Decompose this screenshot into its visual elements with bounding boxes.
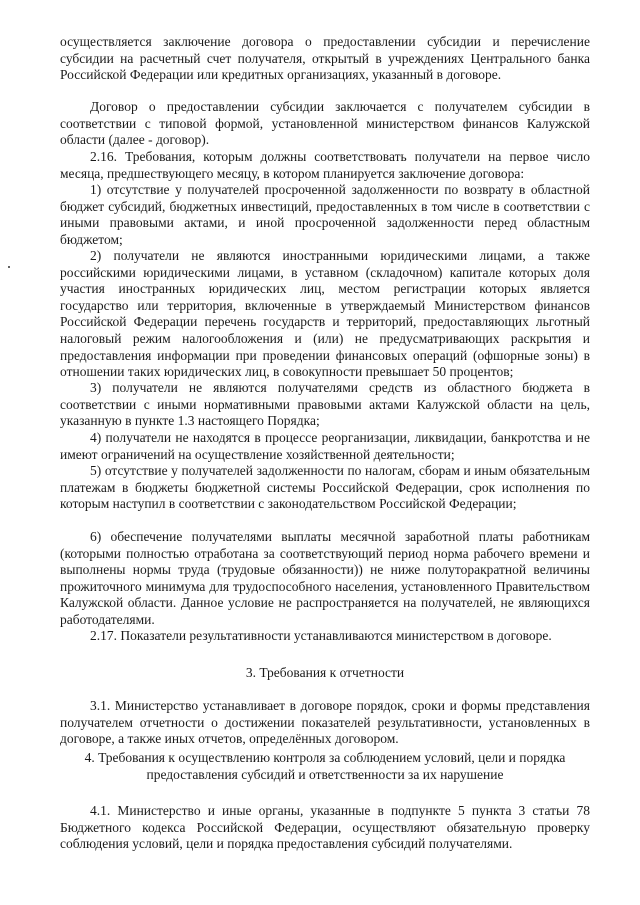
- scan-speck: [8, 266, 10, 268]
- section-3-title: 3. Требования к отчетности: [245, 665, 405, 680]
- list-item-1: 1) отсутствие у получателей просроченной задолженности по возврату в областной бюджет субсидий, бюджетных инвестиций, предоставленных в том числе в соответствии с иными правовыми актами, и иной просроченной задолженности перед областным бюджетом;: [60, 182, 590, 247]
- paragraph-4-1: 4.1. Министерство и иные органы, указанные в подпункте 5 пункта 3 статьи 78 Бюджетного кодекса Российской Федерации, осуществляют обязательную проверку соблюдения условий, цели и порядка предоставления субсидий получателями.: [60, 803, 590, 852]
- paragraph-2-17: 2.17. Показатели результативности устанавливаются министерством в договоре.: [90, 628, 552, 643]
- paragraph-3-1: 3.1. Министерство устанавливает в договоре порядок, сроки и формы представления получателем отчетности о достижении показателей результативности, установленных в договоре, а также иных отчетов, определённых договором.: [60, 698, 590, 747]
- list-item-5: 5) отсутствие у получателей задолженности по налогам, сборам и иным обязательным платежам в бюджеты бюджетной системы Российской Федерации, срок исполнения по которым наступил в соответствии с законодательством Российской Федерации;: [60, 463, 590, 512]
- paragraph-2-16: 2.16. Требования, которым должны соответствовать получатели на первое число месяца, предшествующего месяцу, в котором планируется заключение договора:: [60, 149, 590, 181]
- paragraph-contract: Договор о предоставлении субсидии заключается с получателем субсидии в соответствии с типовой формой, установленной министерством финансов Калужской области (далее - договор).: [60, 99, 590, 148]
- list-item-4: 4) получатели не находятся в процессе реорганизации, ликвидации, банкротства и не имеют ограничений на осуществление хозяйственной деятельности;: [60, 430, 590, 462]
- paragraph-intro: осуществляется заключение договора о предоставлении субсидии и перечисление субсидии на расчетный счет получателя, открытый в учреждениях Центрального банка Российской Федерации или кредитных организациях, указанный в договоре.: [60, 34, 590, 83]
- list-item-6: 6) обеспечение получателями выплаты месячной заработной платы работникам (которыми полностью отработана за соответствующий период норма рабочего времени и выполнены нормы труда (трудовые обязанности)) не ниже полуторакратной величины прожиточного минимума для трудоспособного населения, установленного Правительством Калужской области. Данное условие не распространяется на получателей, не являющихся работодателями.: [60, 529, 590, 627]
- section-4-title: 4. Требования к осуществлению контроля за соблюдением условий, цели и порядка предоставления субсидий и ответственности за их нарушение: [84, 750, 566, 782]
- list-item-2: 2) получатели не являются иностранными юридическими лицами, а также российскими юридическими лицами, в уставном (складочном) капитале которых доля участия иностранных юридических лиц, местом регистрации которых является государство или территория, включенные в утверждаемый Министерством финансов Российской Федерации перечень государств и территорий, предоставляющих льготный налоговый режим налогообложения и (или) не предусматривающих раскрытия и предоставления информации при проведении финансовых операций (офшорные зоны) в отношении таких юридических лиц, в совокупности превышает 50 процентов;: [60, 248, 590, 380]
- list-item-3: 3) получатели не являются получателями средств из областного бюджета в соответствии с иными нормативными правовыми актами Калужской области на цель, указанную в пункте 1.3 настоящего Порядка;: [60, 380, 590, 429]
